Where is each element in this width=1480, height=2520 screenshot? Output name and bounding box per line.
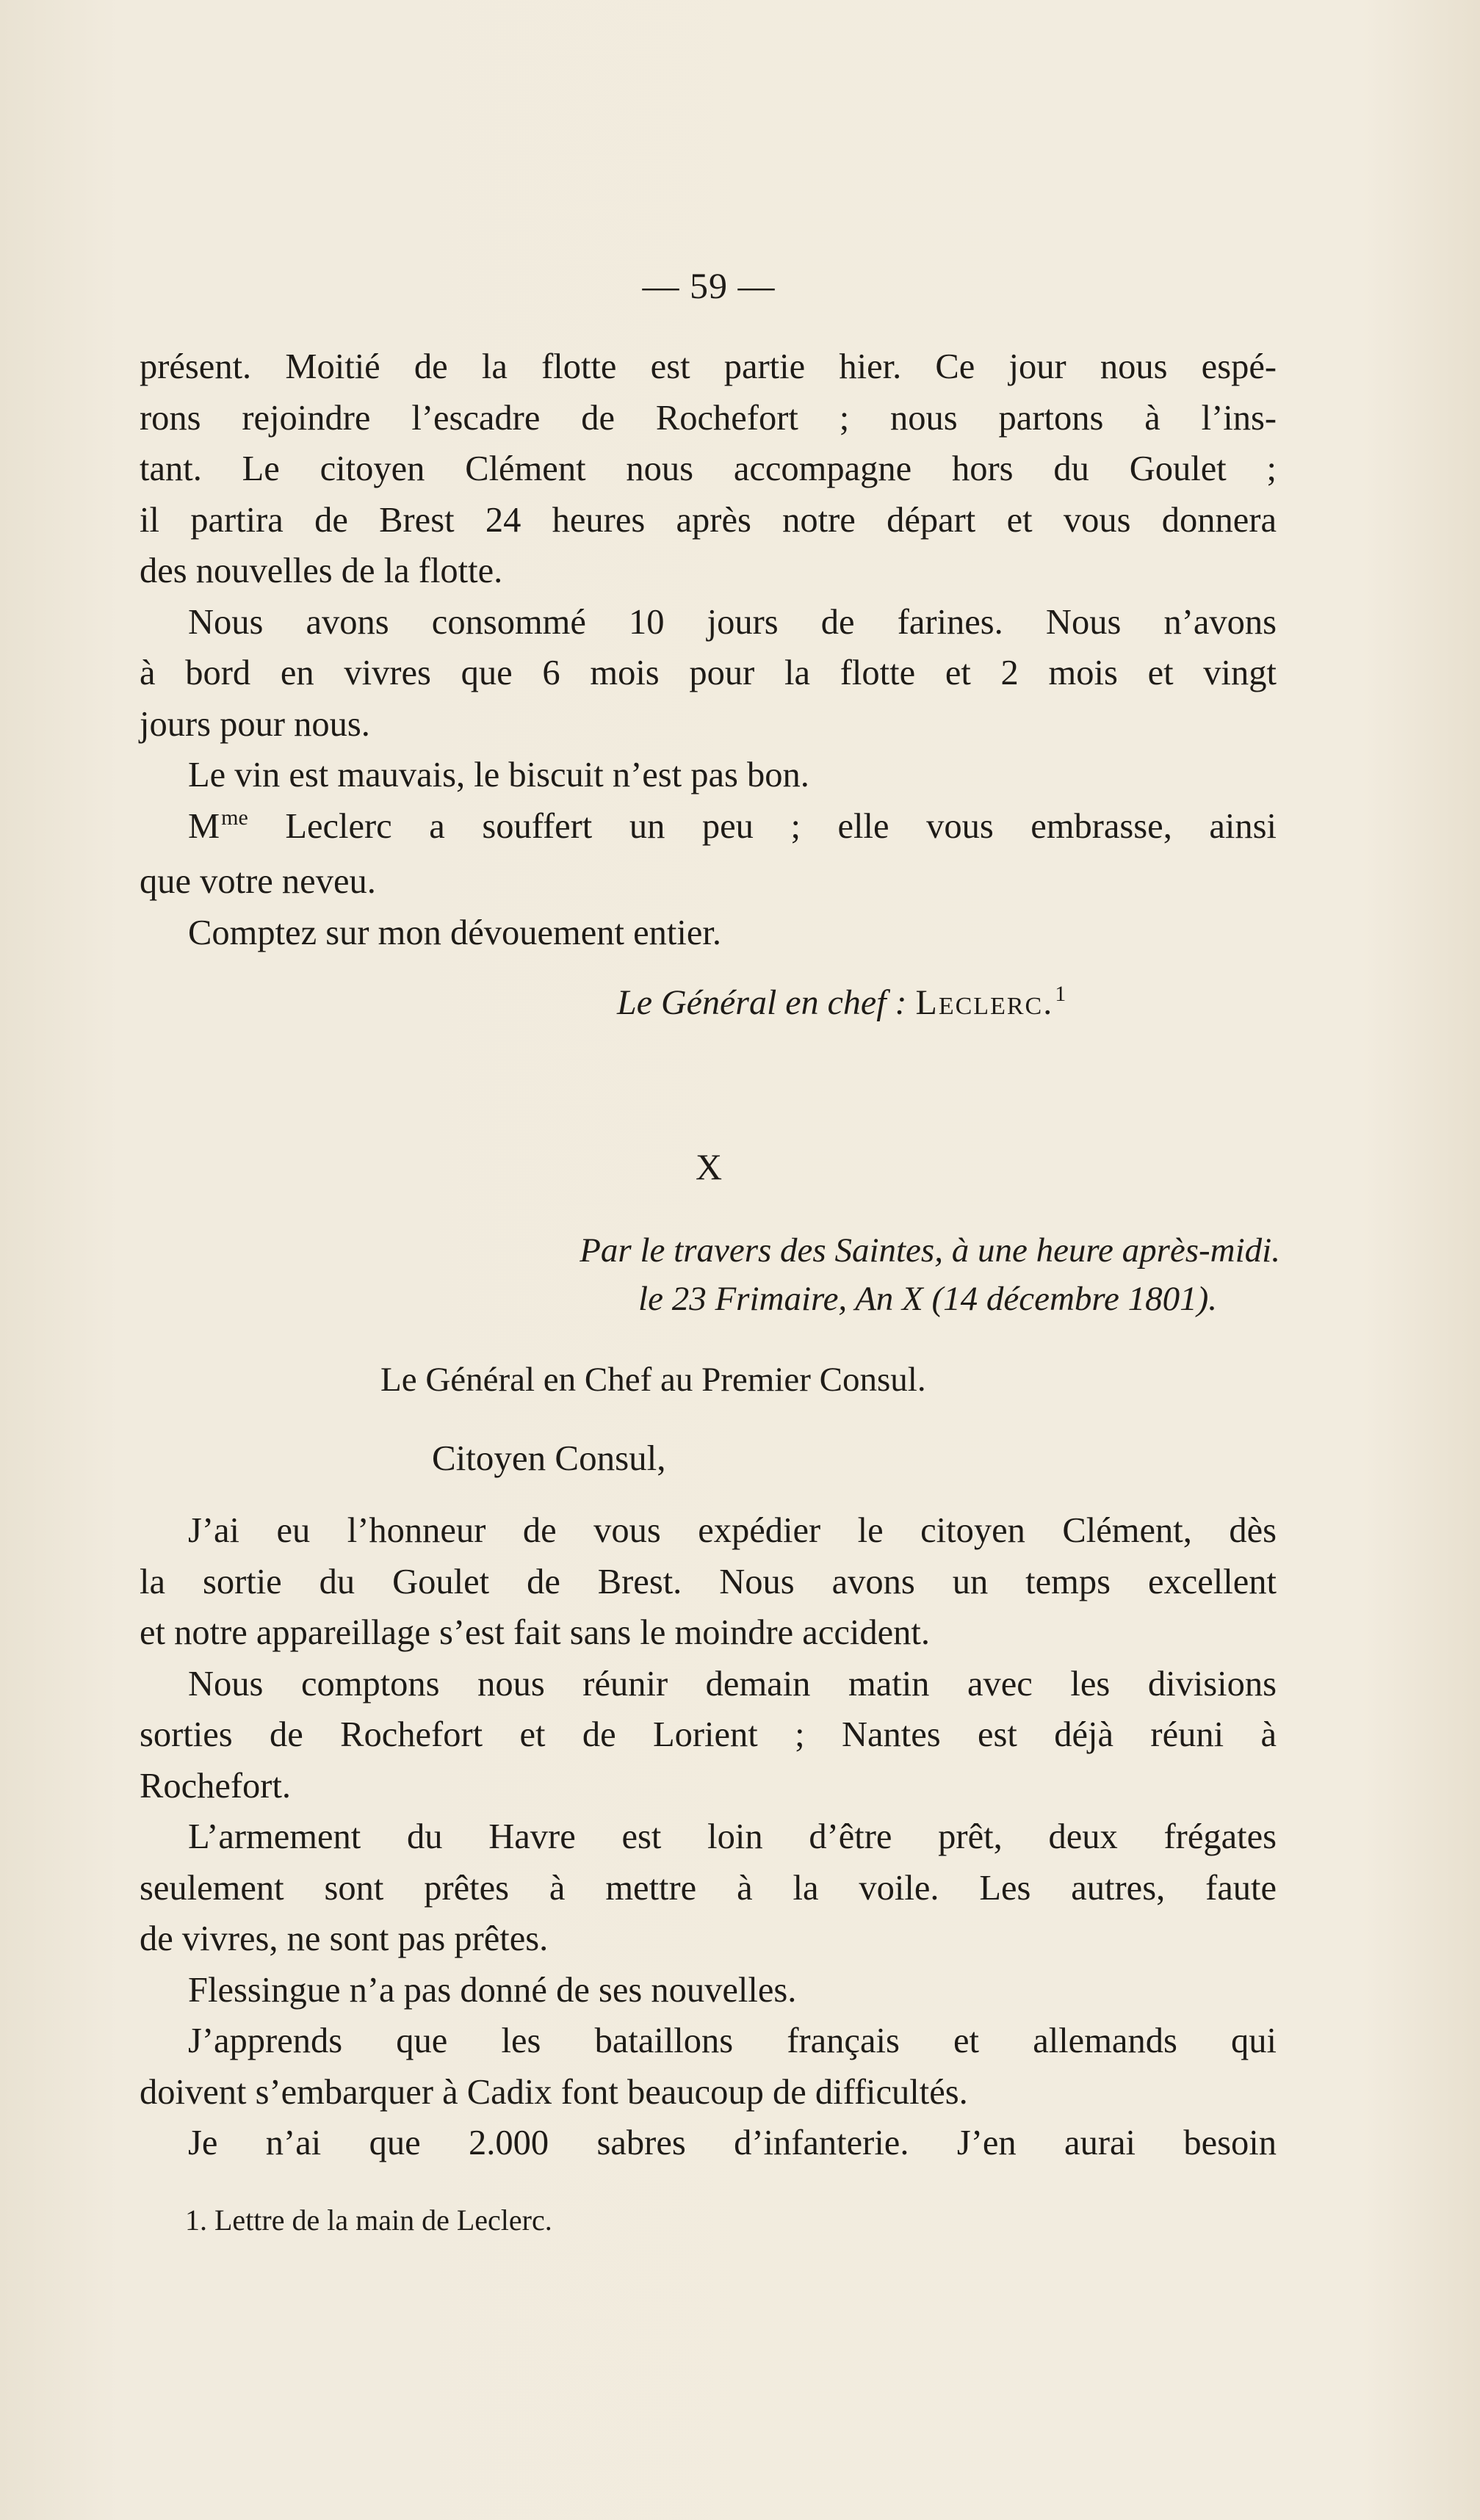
text-line: des nouvelles de la flotte. — [140, 551, 503, 590]
signature — [617, 982, 1066, 1023]
text-line: seulement sont prêtes à mettre à la voile. Les autres, faute — [140, 1868, 1277, 1908]
text-line: de vivres, ne sont pas prêtes. — [140, 1919, 549, 1958]
text-line: présent. Moitié de la flotte est partie hier. Ce jour nous espé- — [140, 347, 1277, 386]
text-line: jours pour nous. — [140, 704, 370, 744]
page-number: — 59 — — [642, 265, 776, 306]
text-line: Nous avons consommé 10 jours de farines. Nous n’avons — [188, 602, 1277, 642]
text-line-mme — [140, 801, 1277, 857]
section-heading: X — [695, 1146, 723, 1187]
text-line: Comptez sur mon dévouement entier. — [188, 913, 721, 952]
text-fragment: Leclerc a souffert un peu ; elle vous embrasse, ainsi — [248, 806, 1277, 846]
text-line: Je n’ai que 2.000 sabres d’infanterie. J’en aurai besoin — [188, 2123, 1277, 2162]
salutation: Citoyen Consul, — [432, 1438, 666, 1478]
text-line: L’armement du Havre est loin d’être prêt, deux frégates — [188, 1817, 1277, 1856]
title-abbrev: M — [188, 806, 220, 846]
text-line: que votre neveu. — [140, 862, 376, 901]
text-line: rons rejoindre l’escadre de Rochefort ; nous partons à l’ins- — [140, 398, 1277, 438]
letter-body — [140, 1505, 1277, 2169]
dateline-date: le 23 Frimaire, An X (14 décembre 1801). — [638, 1280, 1217, 1318]
dateline-place: Par le travers des Saintes, à une heure après-midi. — [580, 1231, 1280, 1270]
dateline — [580, 1226, 1280, 1323]
title-abbrev-superscript: me — [221, 805, 248, 830]
text-line: J’ai eu l’honneur de vous expédier le citoyen Clément, dès — [188, 1511, 1277, 1550]
letter-continuation — [140, 341, 1277, 958]
text-line: à bord en vivres que 6 mois pour la flotte et 2 mois et vingt — [140, 653, 1277, 692]
signature-name: Leclerc. — [915, 983, 1054, 1022]
text-line: Nous comptons nous réunir demain matin avec les divisions — [188, 1664, 1277, 1703]
footnote-reference: 1 — [1055, 982, 1066, 1006]
text-line: Rochefort. — [140, 1766, 292, 1806]
text-line: Flessingue n’a pas donné de ses nouvelles. — [188, 1970, 797, 2010]
text-line: Le vin est mauvais, le biscuit n’est pas bon. — [188, 756, 809, 794]
text-line: J’apprends que les bataillons français et allemands qui — [188, 2021, 1277, 2060]
text-line: doivent s’embarquer à Cadix font beaucoup de difficultés. — [140, 2072, 968, 2112]
addressee: Le Général en Chef au Premier Consul. — [380, 1361, 926, 1399]
text-line: sorties de Rochefort et de Lorient ; Nantes est déjà réuni à — [140, 1715, 1277, 1754]
text-line: il partira de Brest 24 heures après notre départ et vous donnera — [140, 500, 1277, 540]
text-line: la sortie du Goulet de Brest. Nous avons un temps excellent — [140, 1562, 1277, 1601]
text-line: et notre appareillage s’est fait sans le moindre accident. — [140, 1613, 930, 1652]
signature-title: Le Général en chef : — [617, 983, 907, 1022]
footnote: 1. Lettre de la main de Leclerc. — [185, 2204, 552, 2237]
text-line: tant. Le citoyen Clément nous accompagne hors du Goulet ; — [140, 449, 1277, 488]
